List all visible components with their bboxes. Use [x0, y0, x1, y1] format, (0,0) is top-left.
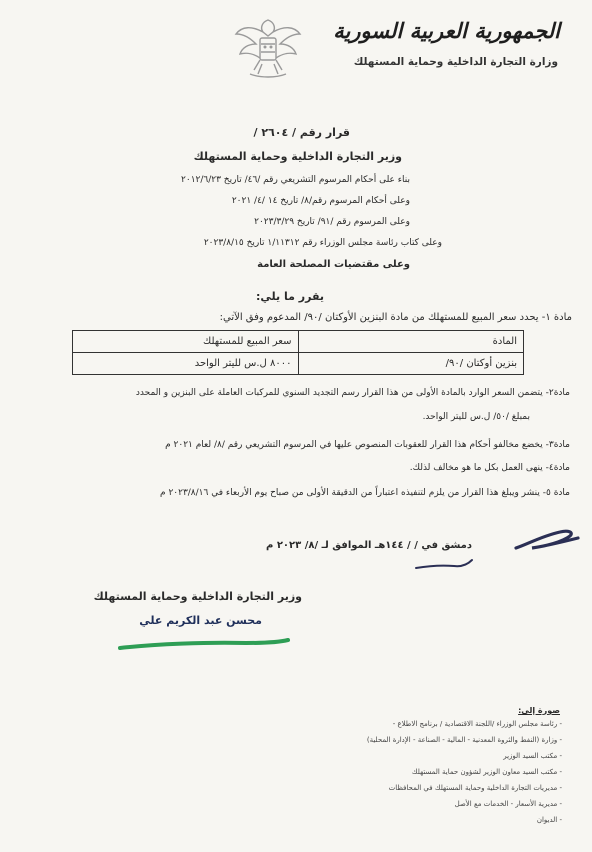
- preamble-line-2: وعلى أحكام المرسوم رقم/٨/ تاريخ ١٤ /٤/ ٢٠٢١: [231, 196, 410, 206]
- table-cell-price: ٨٠٠٠ ل.س لليتر الواحد: [73, 353, 299, 375]
- price-table: [72, 330, 524, 375]
- copies-item: - رئاسة مجلس الوزراء /اللجنة الاقتصادية / برنامج الاطلاع -: [392, 720, 562, 728]
- article-2-line-1: مادة٢- يتضمن السعر الوارد بالمادة الأولى من هذا القرار رسم التجديد السنوي للمركبات العاملة على البنزين و المحدد: [135, 388, 570, 398]
- table-row: [73, 353, 524, 375]
- article-2-line-2: بمبلغ /٥٠/ ل.س لليتر الواحد.: [422, 412, 530, 422]
- copies-title: صورة إلى:: [518, 706, 560, 715]
- preamble-line-4: وعلى كتاب رئاسة مجلس الوزراء رقم ١/١١٣١٢ تاريخ ٢٠٢٣/٨/١٥: [203, 238, 442, 248]
- copies-item: - مديريات التجارة الداخلية وحماية المستهلك في المحافظات: [388, 784, 562, 792]
- signature-underline-icon: [116, 634, 292, 654]
- copies-item: - مكتب السيد الوزير: [503, 752, 562, 760]
- syrian-eagle-emblem-icon: [232, 14, 304, 82]
- article-3: مادة٣- يخضع مخالفو أحكام هذا القرار للعقوبات المنصوص عليها في المرسوم التشريعي رقم /٨/ لعام ٢٠٢١ م: [165, 440, 570, 450]
- table-header-row: [73, 331, 524, 353]
- table-header-material: المادة: [298, 331, 524, 353]
- table-cell-material: بنزين أوكتان /٩٠/: [298, 353, 524, 375]
- preamble-line-3: وعلى المرسوم رقم /٩١/ تاريخ ٢٠٢٣/٣/٢٩: [254, 217, 410, 227]
- copies-item: - وزارة (النفط والثروة المعدنية - المالية - الصناعة - الإدارة المحلية): [366, 736, 562, 744]
- table-header-price: سعر المبيع للمستهلك: [73, 331, 299, 353]
- signature-mark-icon: [512, 526, 582, 554]
- copies-item: - الديوان: [536, 816, 562, 824]
- signer-name: محسن عبد الكريم علي: [139, 614, 262, 627]
- decision-number: قرار رقم / ٢٦٠٤ /: [253, 126, 350, 139]
- minister-signature-icon: [414, 556, 474, 574]
- preamble-line-1: بناء على أحكام المرسوم التشريعي رقم /٤٦/ تاريخ ٢٠١٢/٦/٢٣: [181, 175, 410, 185]
- date-line: دمشق في / / ١٤٤هـ الموافق لـ /٨/ ٢٠٢٣ م: [266, 540, 472, 551]
- preamble-line-5: وعلى مقتضيات المصلحة العامة: [257, 259, 410, 270]
- header-country: الجمهورية العربية السورية: [333, 18, 560, 43]
- decision-issuer: وزير التجارة الداخلية وحماية المستهلك: [193, 150, 402, 163]
- article-5: مادة ٥- ينشر ويبلغ هذا القرار من يلزم لتنفيذه اعتباراً من الدقيقة الأولى من صباح يوم الأربعاء في ٢٠٢٣/٨/١٦ م: [160, 488, 570, 498]
- article-4: مادة٤- ينهى العمل بكل ما هو مخالف لذلك.: [409, 463, 570, 473]
- decides-heading: يقرر ما يلي:: [256, 290, 324, 303]
- header-ministry: وزارة التجارة الداخلية وحماية المستهلك: [353, 56, 558, 68]
- copies-item: - مديرية الأسعار - الخدمات مع الأصل: [454, 800, 562, 808]
- article-1: مادة ١- يحدد سعر المبيع للمستهلك من مادة البنزين الأوكتان /٩٠/ المدعوم وفق الآتي:: [219, 312, 572, 323]
- signer-title: وزير التجارة الداخلية وحماية المستهلك: [93, 590, 302, 603]
- copies-item: - مكتب السيد معاون الوزير لشؤون حماية المستهلك: [411, 768, 562, 776]
